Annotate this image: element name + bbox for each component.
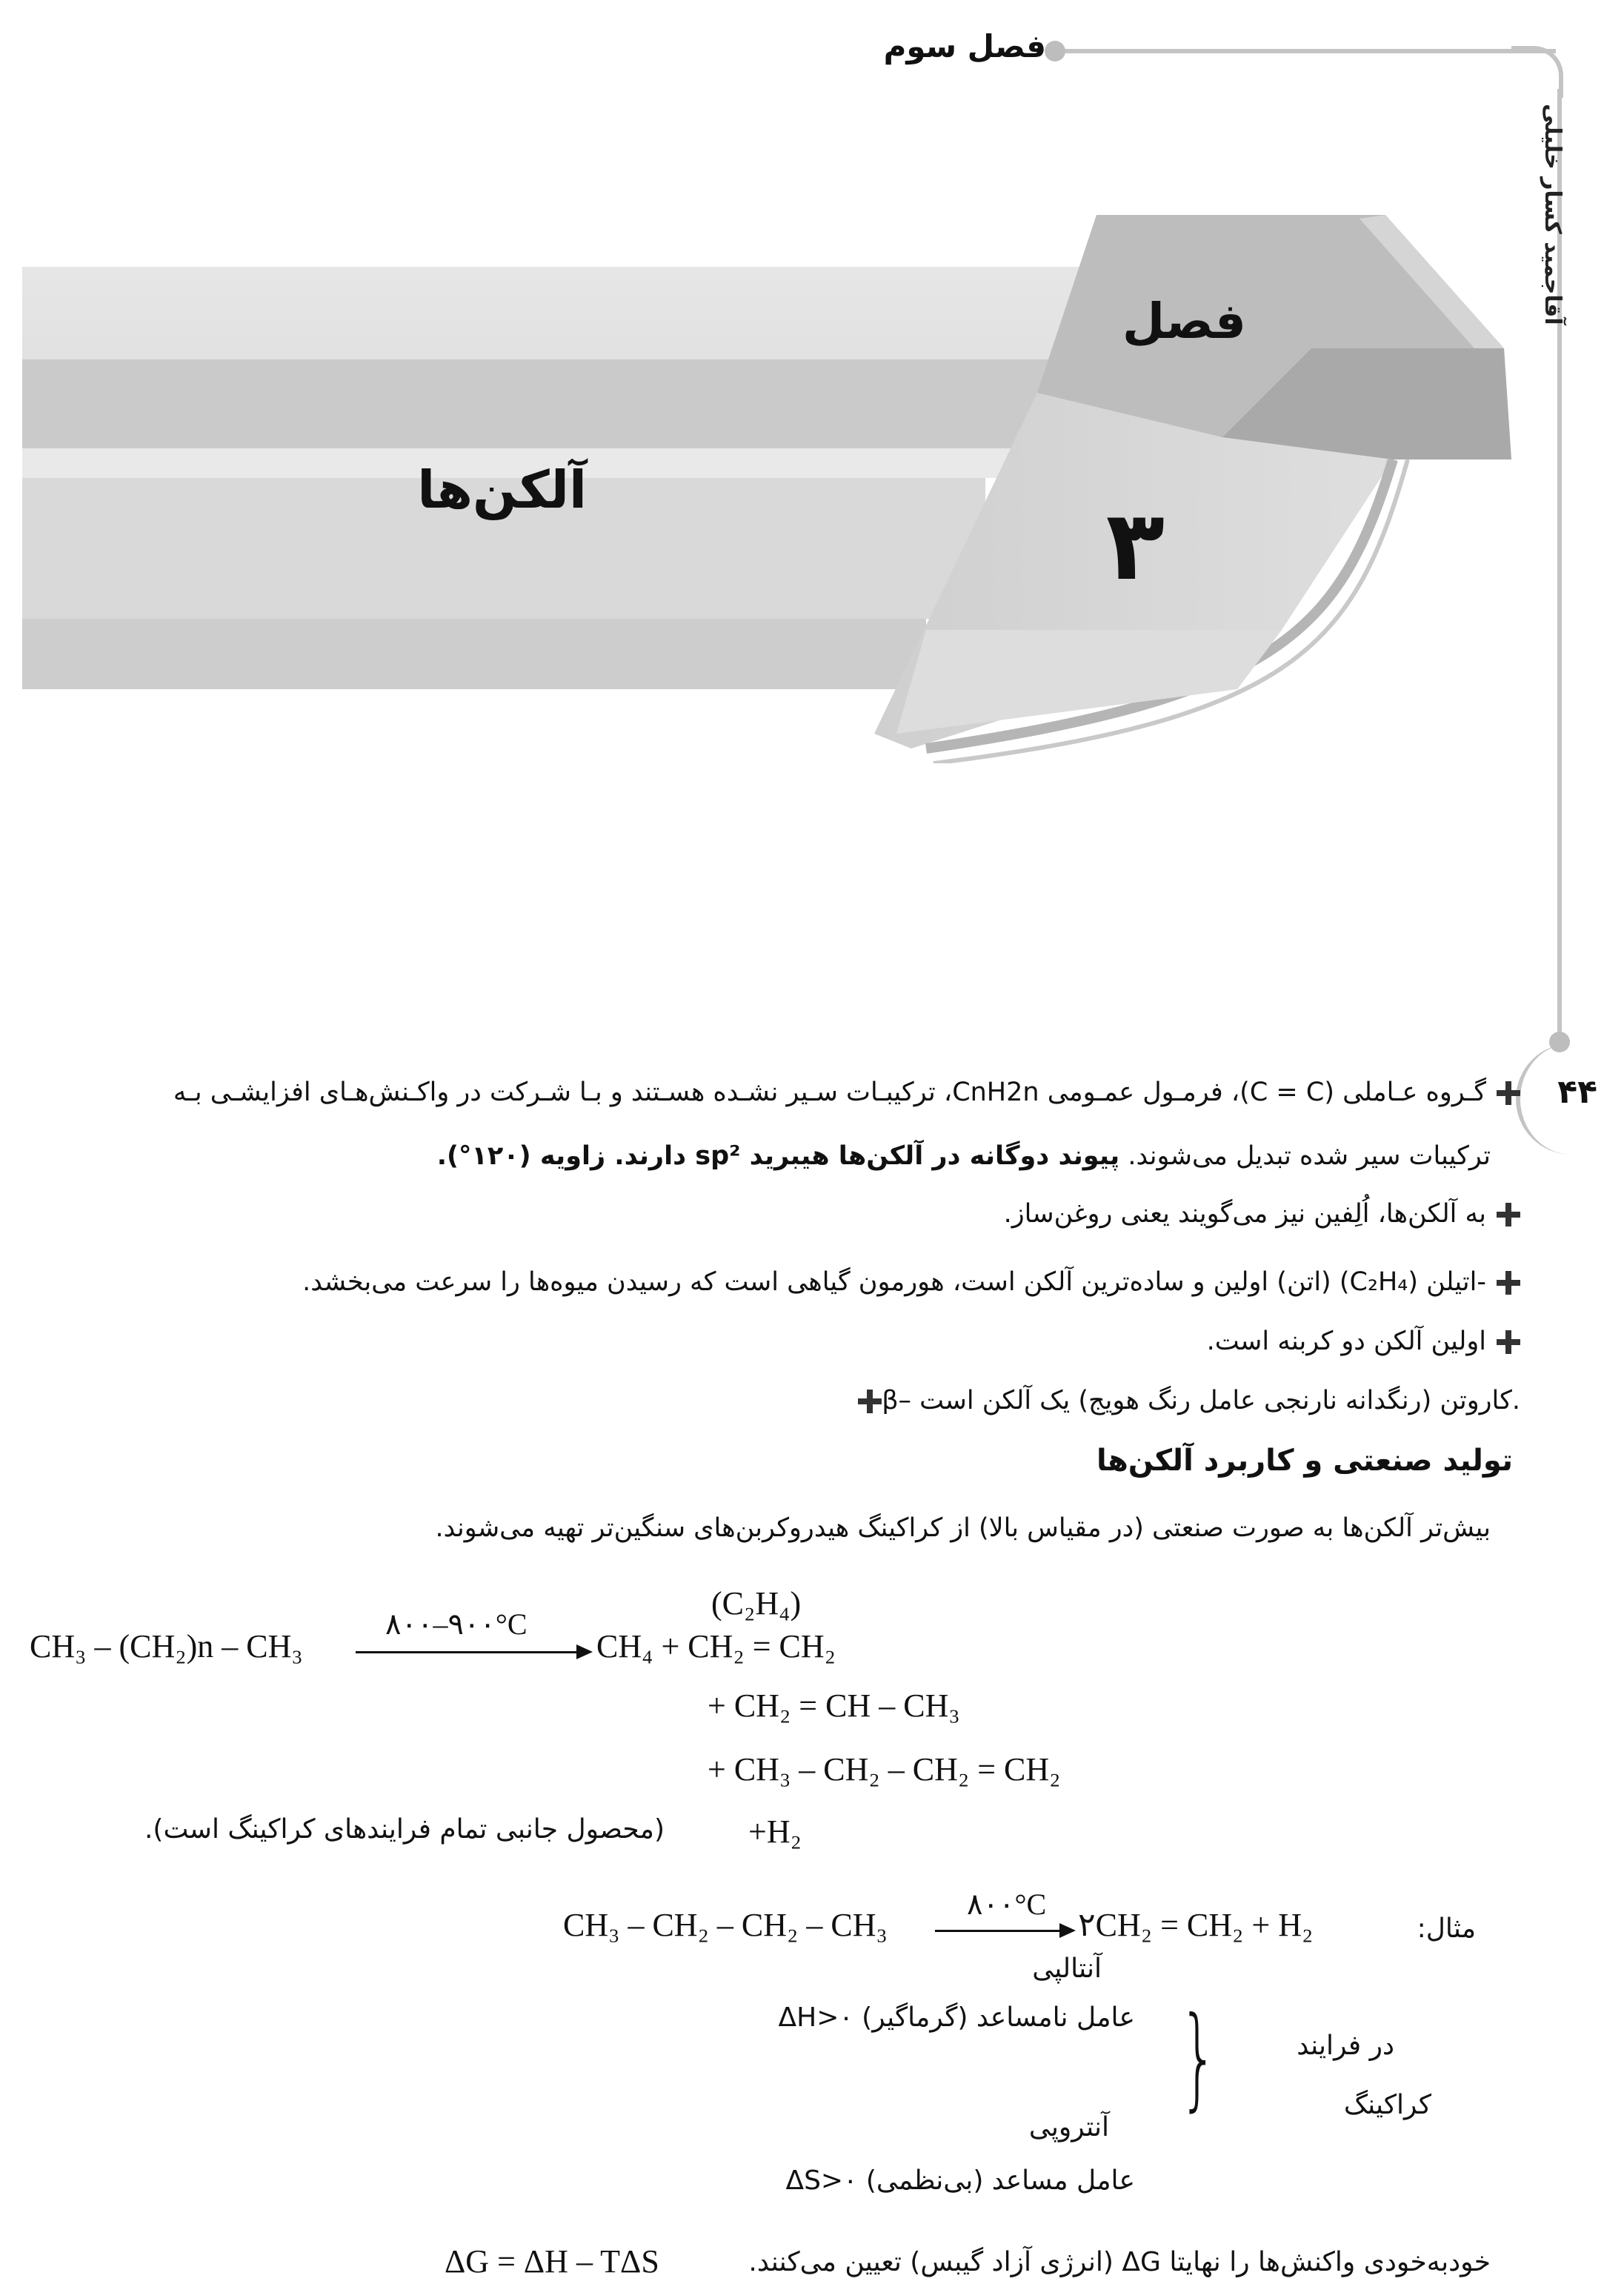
bullet-line-1b bbox=[437, 1134, 1491, 1178]
gibbs-text: خودبه‌خودی واکنش‌ها را نهایتا ΔG (انرژی آزاد گیبس) تعیین می‌کنند. bbox=[748, 2247, 1491, 2277]
reaction1-product4: +H₂ bbox=[748, 1813, 802, 1850]
bullet-line-4 bbox=[1207, 1319, 1520, 1364]
chapter-banner bbox=[22, 215, 1519, 763]
bullet-line-3 bbox=[302, 1260, 1520, 1304]
chapter-title: آلکن‌ها bbox=[417, 459, 587, 520]
reaction1-product1: CH₄ + CH₂ = CH₂ bbox=[596, 1628, 836, 1664]
reaction2-arrow bbox=[935, 1930, 1061, 1932]
header-rule bbox=[1052, 49, 1556, 53]
rail-corner bbox=[1511, 46, 1563, 98]
plus-bullet-icon bbox=[1497, 1081, 1520, 1105]
bullet-line-5 bbox=[848, 1378, 1520, 1423]
chapter-word: فصل bbox=[1122, 293, 1246, 350]
entropy-line: ΔS>۰ عامل مساعد (بی‌نظمی) bbox=[785, 2165, 1135, 2196]
arrow-head-icon bbox=[576, 1644, 593, 1659]
reaction1-condition: ۸۰۰–۹۰۰°C bbox=[385, 1607, 528, 1641]
reaction1-side-note: (محصول جانبی تمام فرایندهای کراکینگ است). bbox=[144, 1814, 665, 1845]
page-number: ۴۴ bbox=[1557, 1073, 1597, 1111]
plus-bullet-icon bbox=[1497, 1203, 1520, 1227]
para-1-line-2a: ترکیبات سیر شده تبدیل می‌شوند. bbox=[1119, 1141, 1491, 1171]
reaction2-product: ۲CH₂ = CH₂ + H₂ bbox=[1078, 1907, 1314, 1943]
reaction2-reactant: CH₃ – CH₂ – CH₂ – CH₃ bbox=[563, 1907, 888, 1943]
section-heading: تولید صنعتی و کاربرد آلکن‌ها bbox=[1096, 1444, 1513, 1478]
chapter-label: فصل سوم bbox=[883, 28, 1046, 64]
process-label-1: در فرایند bbox=[1297, 2031, 1394, 2061]
entropy-label: آنتروپی bbox=[1028, 2112, 1109, 2142]
para-6: بیش‌تر آلکن‌ها به صورت صنعتی (در مقیاس بالا) از کراکینگ هیدروکربن‌های سنگین‌تر تهیه می‌شوند. bbox=[435, 1513, 1491, 1543]
para-2: به آلکن‌ها، اُلِفین نیز می‌گویند یعنی روغن‌ساز. bbox=[1003, 1199, 1486, 1229]
side-title: آقاجمید کسار خلیلی bbox=[1540, 104, 1565, 325]
plus-bullet-icon bbox=[858, 1390, 882, 1413]
para-1-line-2b: پیوند دوگانه در آلکن‌ها هیبرید sp² دارند. زاویه (۱۲۰°). bbox=[436, 1141, 1120, 1171]
para-4: اولین آلکن دو کربنه است. bbox=[1206, 1327, 1486, 1356]
reaction2-condition: ۸۰۰°C bbox=[967, 1888, 1047, 1921]
reaction1-product1-note: (C₂H₄) bbox=[711, 1585, 802, 1622]
arrow-head-icon bbox=[1059, 1923, 1076, 1938]
para-1-line-1: گـروه عـاملی (C = C)، فرمـول عمـومی CnH2n، ترکیبـات سـیر نشـده هسـتند و بـا شـرکت در واکـنش‌هـای افزایشـی بـه bbox=[173, 1078, 1486, 1107]
process-label-2: کراکینگ bbox=[1343, 2090, 1431, 2120]
header-dot bbox=[1045, 41, 1065, 62]
plus-bullet-icon bbox=[1497, 1271, 1520, 1295]
plus-bullet-icon bbox=[1497, 1330, 1520, 1354]
gibbs-equation: ΔG = ΔH – TΔS bbox=[445, 2243, 659, 2280]
enthalpy-line: ΔH>۰ عامل نامساعد (گرماگیر) bbox=[778, 2002, 1135, 2033]
para-5: β– کاروتن (رنگدانه نارنجی عامل رنگ هویج) یک آلکن است. bbox=[882, 1386, 1520, 1415]
reaction1-product2: + CH₂ = CH – CH₃ bbox=[708, 1687, 960, 1724]
chapter-number: ۳ bbox=[1105, 489, 1165, 602]
para-3: -اتیلن (C₂H₄) (اتن) اولین و ساده‌ترین آلکن است، هورمون گیاهی است که رسیدن میوه‌ها را سرعت می‌بخشد. bbox=[302, 1267, 1486, 1297]
reaction1-arrow bbox=[356, 1651, 578, 1653]
reaction1-reactant: CH₃ – (CH₂)n – CH₃ bbox=[30, 1628, 303, 1664]
bullet-line-1 bbox=[173, 1070, 1520, 1115]
enthalpy-label: آنتالپی bbox=[1032, 1954, 1102, 1984]
reaction1-product3: + CH₃ – CH₂ – CH₂ = CH₂ bbox=[708, 1751, 1061, 1788]
bullet-line-2 bbox=[1004, 1192, 1520, 1236]
right-brace-icon: } bbox=[1179, 1994, 1218, 2122]
example-label: مثال: bbox=[1417, 1913, 1476, 1944]
